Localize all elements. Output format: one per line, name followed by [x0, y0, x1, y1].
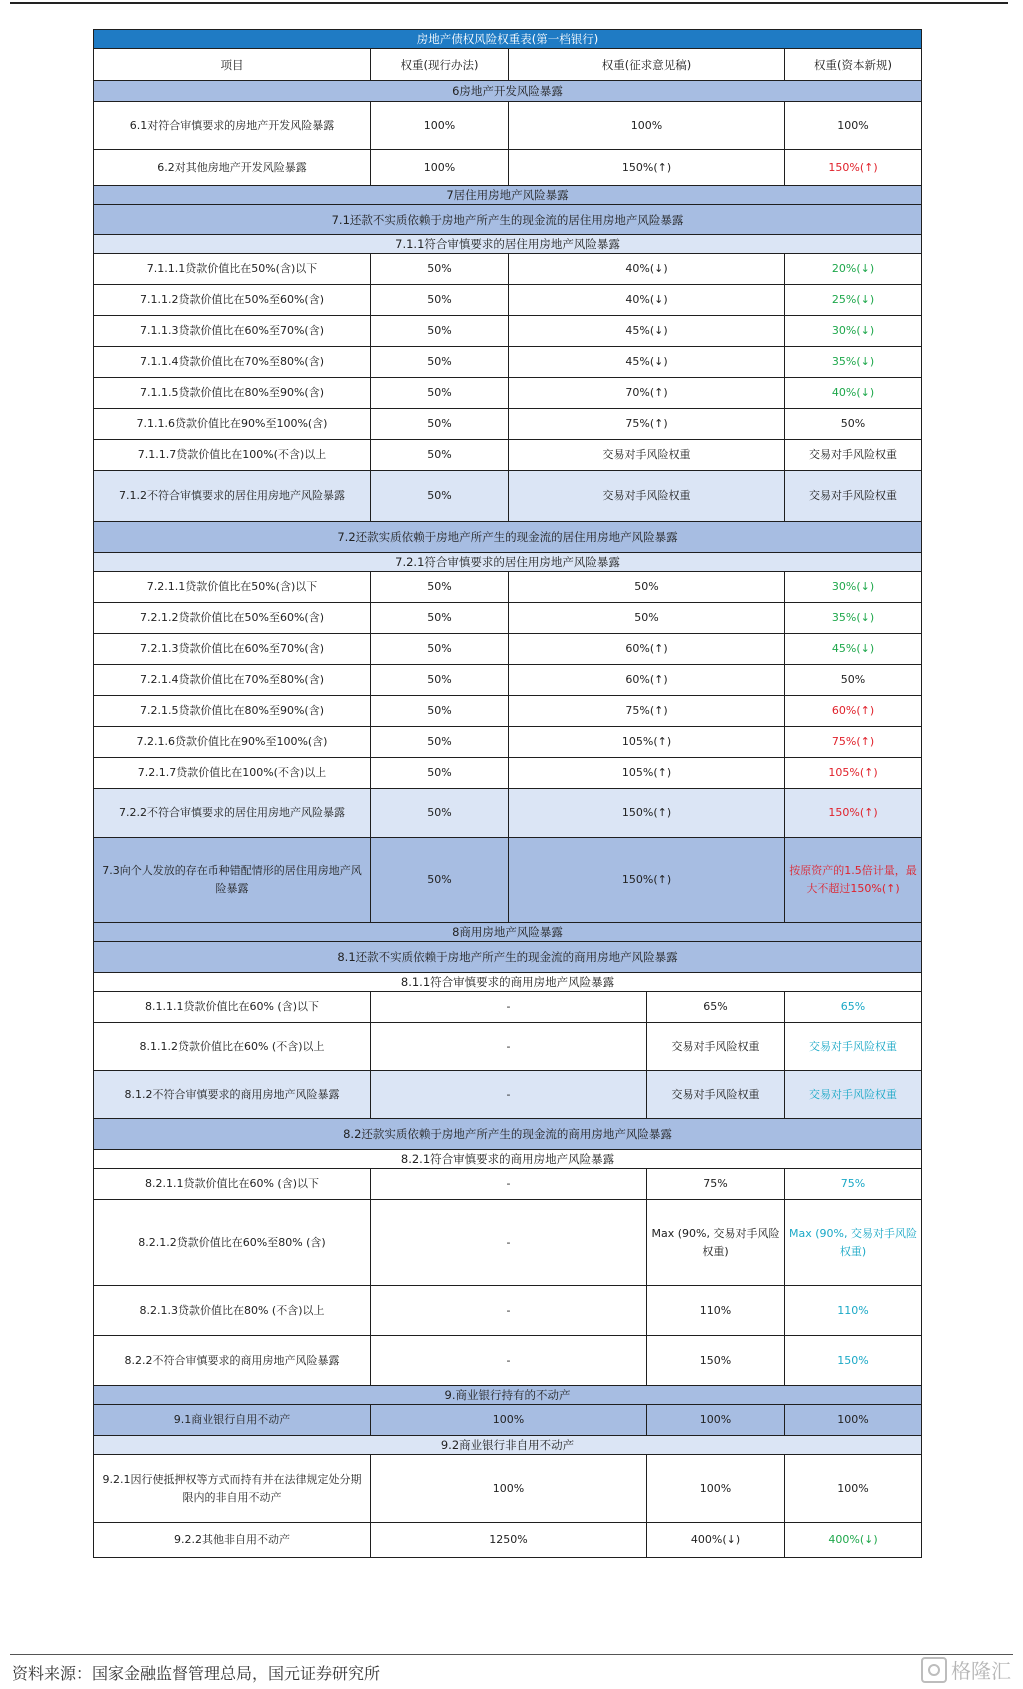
row-draft-cell: 交易对手风险权重: [647, 1023, 785, 1071]
row-item-cell: 7.2.1.4贷款价值比在70%至80%(含): [94, 665, 371, 696]
row-draft-cell: 60%(↑): [509, 634, 785, 665]
row-new-rules-cell: 50%: [785, 409, 922, 440]
row-new-rules-cell: 150%(↑): [785, 150, 922, 186]
table-row: [94, 347, 922, 378]
row-draft-cell: 60%(↑): [509, 665, 785, 696]
table-row: [94, 992, 922, 1023]
row-new-rules-cell: 50%: [785, 665, 922, 696]
section-row: [94, 942, 922, 973]
row-current-cell: 50%: [371, 471, 509, 522]
table-title-row: [94, 30, 922, 49]
subsection-title: 7.1.1符合审慎要求的居住用房地产风险暴露: [94, 235, 922, 254]
table-row: [94, 696, 922, 727]
subsection-row: [94, 235, 922, 254]
table-row: [94, 665, 922, 696]
section-title: 7.1还款不实质依赖于房地产所产生的现金流的居住用房地产风险暴露: [94, 205, 922, 235]
section-row: [94, 923, 922, 942]
row-draft-cell: 150%(↑): [509, 789, 785, 838]
top-rule: [10, 2, 1008, 4]
section-title: 7.2还款实质依赖于房地产所产生的现金流的居住用房地产风险暴露: [94, 522, 922, 553]
row-draft-cell: 150%: [647, 1336, 785, 1386]
table-row: [94, 1336, 922, 1386]
row-new-rules-cell: 400%(↓): [785, 1523, 922, 1558]
row-current-cell: -: [371, 1286, 647, 1336]
row-current-cell: 50%: [371, 378, 509, 409]
row-item-cell: 7.2.1.6贷款价值比在90%至100%(含): [94, 727, 371, 758]
row-new-rules-cell: 交易对手风险权重: [785, 1023, 922, 1071]
table-row: [94, 603, 922, 634]
section-row: [94, 1386, 922, 1405]
row-item-cell: 9.2.2其他非自用不动产: [94, 1523, 371, 1558]
subsection-row: [94, 1150, 922, 1169]
row-item-cell: 6.2对其他房地产开发风险暴露: [94, 150, 371, 186]
row-new-rules-cell: 150%(↑): [785, 789, 922, 838]
row-item-cell: 9.2.1因行使抵押权等方式而持有并在法律规定处分期限内的非自用不动产: [94, 1455, 371, 1523]
section-title: 9.商业银行持有的不动产: [94, 1386, 922, 1405]
row-draft-cell: 70%(↑): [509, 378, 785, 409]
row-draft-cell: 65%: [647, 992, 785, 1023]
table-title: 房地产债权风险权重表(第一档银行): [94, 30, 922, 49]
subsection-title: 8.2.1符合审慎要求的商用房地产风险暴露: [94, 1150, 922, 1169]
header-item: 项目: [94, 49, 371, 81]
row-new-rules-cell: 150%: [785, 1336, 922, 1386]
section-row: [94, 522, 922, 553]
row-current-cell: 50%: [371, 285, 509, 316]
subsection-title: 9.2商业银行非自用不动产: [94, 1436, 922, 1455]
row-current-cell: 50%: [371, 316, 509, 347]
row-current-cell: 50%: [371, 727, 509, 758]
row-item-cell: 8.2.1.3贷款价值比在80% (不含)以上: [94, 1286, 371, 1336]
table-row: [94, 1405, 922, 1436]
row-current-cell: 50%: [371, 347, 509, 378]
row-draft-cell: 105%(↑): [509, 727, 785, 758]
row-new-rules-cell: 20%(↓): [785, 254, 922, 285]
row-item-cell: 7.1.1.5贷款价值比在80%至90%(含): [94, 378, 371, 409]
row-current-cell: -: [371, 1169, 647, 1200]
section-row: [94, 81, 922, 102]
source-note: 资料来源：国家金融监督管理总局，国元证券研究所: [12, 1664, 381, 1683]
row-new-rules-cell: 100%: [785, 1405, 922, 1436]
row-item-cell: 7.1.1.4贷款价值比在70%至80%(含): [94, 347, 371, 378]
table-row: [94, 316, 922, 347]
row-item-cell: 8.2.1.2贷款价值比在60%至80% (含): [94, 1200, 371, 1286]
row-draft-cell: 75%: [647, 1169, 785, 1200]
row-draft-cell: 75%(↑): [509, 409, 785, 440]
row-item-cell: 7.1.1.7贷款价值比在100%(不含)以上: [94, 440, 371, 471]
table-row: [94, 1023, 922, 1071]
row-item-cell: 8.2.1.1贷款价值比在60% (含)以下: [94, 1169, 371, 1200]
row-item-cell: 7.2.1.2贷款价值比在50%至60%(含): [94, 603, 371, 634]
row-new-rules-cell: 75%(↑): [785, 727, 922, 758]
logo-text: 格隆汇: [951, 1659, 1011, 1683]
row-current-cell: 100%: [371, 150, 509, 186]
row-draft-cell: 75%(↑): [509, 696, 785, 727]
row-item-cell: 8.2.2不符合审慎要求的商用房地产风险暴露: [94, 1336, 371, 1386]
section-title: 8商用房地产风险暴露: [94, 923, 922, 942]
row-current-cell: 100%: [371, 1455, 647, 1523]
row-item-cell: 7.3向个人发放的存在币种错配情形的居住用房地产风险暴露: [94, 838, 371, 923]
table-row: [94, 572, 922, 603]
row-item-cell: 7.2.1.3贷款价值比在60%至70%(含): [94, 634, 371, 665]
row-draft-cell: 100%: [647, 1455, 785, 1523]
row-current-cell: -: [371, 1336, 647, 1386]
row-new-rules-cell: 60%(↑): [785, 696, 922, 727]
section-title: 8.2还款实质依赖于房地产所产生的现金流的商用房地产风险暴露: [94, 1119, 922, 1150]
row-new-rules-cell: 110%: [785, 1286, 922, 1336]
row-new-rules-cell: 25%(↓): [785, 285, 922, 316]
subsection-row: [94, 553, 922, 572]
row-item-cell: 7.2.1.5贷款价值比在80%至90%(含): [94, 696, 371, 727]
table-row: [94, 1523, 922, 1558]
row-new-rules-cell: 45%(↓): [785, 634, 922, 665]
risk-weight-table: [93, 29, 922, 1558]
row-item-cell: 7.2.2不符合审慎要求的居住用房地产风险暴露: [94, 789, 371, 838]
table-row: [94, 378, 922, 409]
row-current-cell: -: [371, 1071, 647, 1119]
row-draft-cell: 110%: [647, 1286, 785, 1336]
section-row: [94, 1119, 922, 1150]
row-item-cell: 8.1.1.2贷款价值比在60% (不含)以上: [94, 1023, 371, 1071]
row-item-cell: 7.1.1.2贷款价值比在50%至60%(含): [94, 285, 371, 316]
table-row: [94, 1169, 922, 1200]
table-header-row: [94, 49, 922, 81]
row-item-cell: 6.1对符合审慎要求的房地产开发风险暴露: [94, 102, 371, 150]
row-draft-cell: 150%(↑): [509, 150, 785, 186]
row-new-rules-cell: 105%(↑): [785, 758, 922, 789]
row-new-rules-cell: 交易对手风险权重: [785, 440, 922, 471]
row-current-cell: 50%: [371, 440, 509, 471]
row-new-rules-cell: 交易对手风险权重: [785, 471, 922, 522]
row-draft-cell: 交易对手风险权重: [509, 440, 785, 471]
header-draft: 权重(征求意见稿): [509, 49, 785, 81]
row-new-rules-cell: 65%: [785, 992, 922, 1023]
row-current-cell: 50%: [371, 603, 509, 634]
row-new-rules-cell: Max (90%, 交易对手风险权重): [785, 1200, 922, 1286]
row-new-rules-cell: 35%(↓): [785, 347, 922, 378]
row-current-cell: 50%: [371, 572, 509, 603]
row-current-cell: 50%: [371, 838, 509, 923]
table-row: [94, 1286, 922, 1336]
row-draft-cell: 40%(↓): [509, 254, 785, 285]
row-draft-cell: 105%(↑): [509, 758, 785, 789]
row-new-rules-cell: 30%(↓): [785, 572, 922, 603]
subsection-title: 7.2.1符合审慎要求的居住用房地产风险暴露: [94, 553, 922, 572]
row-draft-cell: 50%: [509, 603, 785, 634]
table-row: [94, 102, 922, 150]
row-draft-cell: 交易对手风险权重: [647, 1071, 785, 1119]
row-item-cell: 7.1.1.1贷款价值比在50%(含)以下: [94, 254, 371, 285]
section-row: [94, 186, 922, 205]
row-current-cell: -: [371, 1200, 647, 1286]
table-row: [94, 1071, 922, 1119]
table-row: [94, 440, 922, 471]
row-draft-cell: Max (90%, 交易对手风险权重): [647, 1200, 785, 1286]
section-title: 8.1还款不实质依赖于房地产所产生的现金流的商用房地产风险暴露: [94, 942, 922, 973]
row-current-cell: 50%: [371, 789, 509, 838]
row-draft-cell: 50%: [509, 572, 785, 603]
table-row: [94, 254, 922, 285]
row-current-cell: -: [371, 1023, 647, 1071]
table-row: [94, 838, 922, 923]
row-draft-cell: 45%(↓): [509, 347, 785, 378]
table-row: [94, 727, 922, 758]
table-row: [94, 634, 922, 665]
subsection-title: 8.1.1符合审慎要求的商用房地产风险暴露: [94, 973, 922, 992]
row-current-cell: 1250%: [371, 1523, 647, 1558]
header-new-rules: 权重(资本新规): [785, 49, 922, 81]
table-row: [94, 150, 922, 186]
table-row: [94, 1200, 922, 1286]
row-new-rules-cell: 100%: [785, 1455, 922, 1523]
row-draft-cell: 45%(↓): [509, 316, 785, 347]
section-title: 7居住用房地产风险暴露: [94, 186, 922, 205]
footer-rule: [10, 1654, 1013, 1655]
table-row: [94, 1455, 922, 1523]
row-current-cell: 50%: [371, 665, 509, 696]
row-item-cell: 7.2.1.7贷款价值比在100%(不含)以上: [94, 758, 371, 789]
row-draft-cell: 40%(↓): [509, 285, 785, 316]
row-current-cell: 50%: [371, 254, 509, 285]
row-item-cell: 8.1.2不符合审慎要求的商用房地产风险暴露: [94, 1071, 371, 1119]
row-current-cell: 100%: [371, 1405, 647, 1436]
row-new-rules-cell: 100%: [785, 102, 922, 150]
row-draft-cell: 400%(↓): [647, 1523, 785, 1558]
row-draft-cell: 交易对手风险权重: [509, 471, 785, 522]
row-draft-cell: 100%: [647, 1405, 785, 1436]
table-row: [94, 789, 922, 838]
row-current-cell: 50%: [371, 696, 509, 727]
risk-weight-table-container: [93, 29, 921, 1558]
row-current-cell: 50%: [371, 409, 509, 440]
row-new-rules-cell: 交易对手风险权重: [785, 1071, 922, 1119]
subsection-row: [94, 1436, 922, 1455]
subsection-row: [94, 973, 922, 992]
row-item-cell: 7.1.2不符合审慎要求的居住用房地产风险暴露: [94, 471, 371, 522]
row-current-cell: 50%: [371, 634, 509, 665]
row-new-rules-cell: 40%(↓): [785, 378, 922, 409]
row-current-cell: -: [371, 992, 647, 1023]
header-current: 权重(现行办法): [371, 49, 509, 81]
row-new-rules-cell: 75%: [785, 1169, 922, 1200]
row-draft-cell: 150%(↑): [509, 838, 785, 923]
row-current-cell: 50%: [371, 758, 509, 789]
table-row: [94, 285, 922, 316]
section-row: [94, 205, 922, 235]
row-new-rules-cell: 30%(↓): [785, 316, 922, 347]
row-new-rules-cell: 35%(↓): [785, 603, 922, 634]
row-item-cell: 7.1.1.3贷款价值比在60%至70%(含): [94, 316, 371, 347]
row-draft-cell: 100%: [509, 102, 785, 150]
row-item-cell: 7.2.1.1贷款价值比在50%(含)以下: [94, 572, 371, 603]
row-item-cell: 8.1.1.1贷款价值比在60% (含)以下: [94, 992, 371, 1023]
logo-icon: [921, 1657, 947, 1683]
row-new-rules-cell: 按原资产的1.5倍计量，最大不超过150%(↑): [785, 838, 922, 923]
row-item-cell: 7.1.1.6贷款价值比在90%至100%(含): [94, 409, 371, 440]
table-row: [94, 409, 922, 440]
watermark-logo: [921, 1655, 1011, 1684]
table-row: [94, 758, 922, 789]
section-title: 6房地产开发风险暴露: [94, 81, 922, 102]
row-current-cell: 100%: [371, 102, 509, 150]
row-item-cell: 9.1商业银行自用不动产: [94, 1405, 371, 1436]
table-row: [94, 471, 922, 522]
